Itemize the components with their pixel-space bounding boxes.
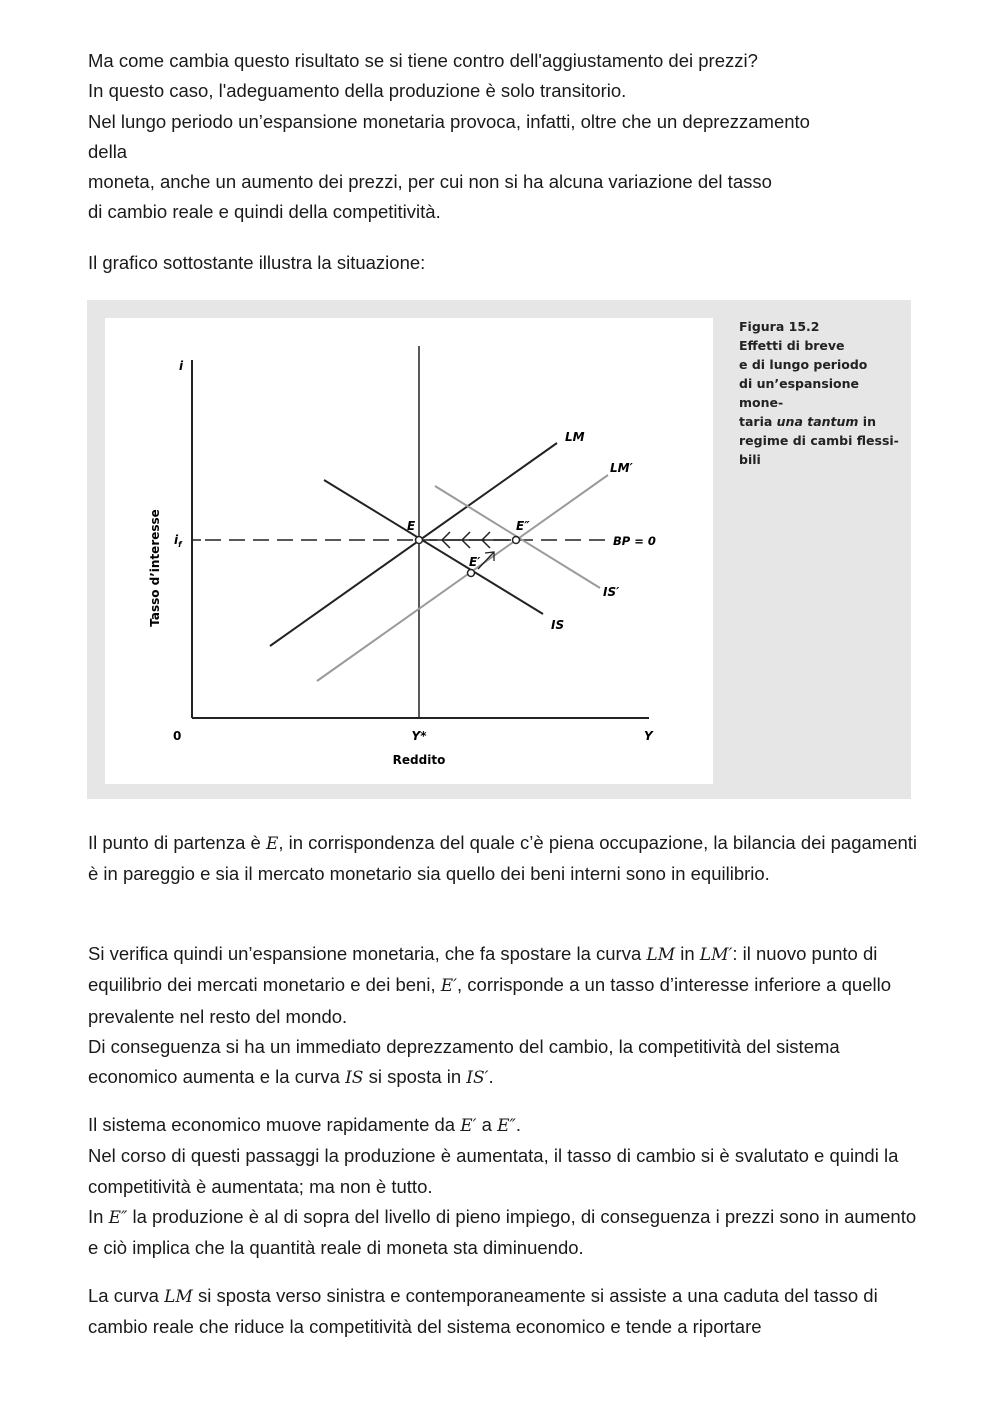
intro-paragraph	[88, 46, 918, 228]
point-e-double-prime	[513, 537, 520, 544]
paragraph-adjustment	[88, 1110, 918, 1263]
figure-caption	[739, 317, 899, 469]
caption-line-1: Figura 15.2	[739, 319, 820, 334]
if-label: $i_f$	[174, 533, 182, 549]
intro-line-5: moneta, anche un aumento dei prezzi, per cui non si ha alcuna variazione del tasso	[88, 171, 772, 193]
caption-line-3: e di lungo periodo	[739, 357, 868, 372]
paragraph-3-text-a: Il sistema economico muove rapidamente da E′ a E″.	[88, 1114, 522, 1136]
lm-label: LM	[565, 430, 585, 444]
paragraph-1-text: Il punto di partenza è E, in corrispondenza del quale c’è piena occupazione, la bilancia dei pagamenti è in pareggio e sia il mercato monetario sia quello dei beni interni sono in equilibrio.	[88, 832, 918, 885]
point-e-prime	[468, 570, 475, 577]
is-prime-label: IS′	[603, 585, 620, 599]
paragraph-starting-point	[88, 828, 918, 890]
intro-line-1: Ma come cambia questo risultato se si tiene contro dell'aggiustamento dei prezzi?	[88, 50, 758, 71]
e-label: E	[407, 519, 416, 533]
paragraph-2-text-a: Si verifica quindi un’espansione monetaria, che fa spostare la curva LM in LM′: il nuovo punto di equilibrio dei mercati monetario e dei beni, E′, corrisponde a un tasso d’interesse inferiore a quello prevalente nel resto del mondo.	[88, 943, 891, 1027]
e-prime-label: E′	[469, 555, 481, 569]
intro-line-6: di cambio reale e quindi della competitività.	[88, 201, 441, 223]
lead-text: Il grafico sottostante illustra la situazione:	[88, 252, 426, 273]
intro-line-3: Nel lungo periodo un’espansione monetaria provoca, infatti, oltre che un deprezzamento	[88, 110, 810, 132]
x-axis-label: Y	[644, 729, 653, 743]
lm-prime-curve	[317, 475, 608, 681]
y-axis-label: i	[179, 359, 184, 373]
paragraph-3-text-b: Nel corso di questi passaggi la produzione è aumentata, il tasso di cambio si è svalutato e quindi la competitività è aumentata; ma non è tutto.	[88, 1145, 899, 1197]
is-label: IS	[551, 618, 565, 632]
point-e	[416, 537, 423, 544]
caption-line-6: regime di cambi flessi-	[739, 433, 899, 448]
x-axis-title: Reddito	[392, 753, 446, 767]
intro-line-2: In questo caso, l'adeguamento della produzione è solo transitorio.	[88, 80, 627, 102]
paragraph-monetary-expansion	[88, 939, 918, 1093]
paragraph-2-text-b: Di conseguenza si ha un immediato deprezzamento del cambio, la competitività del sistema economico aumenta e la curva IS si sposta in IS′.	[88, 1035, 840, 1089]
caption-line-7: bili	[739, 452, 761, 467]
caption-line-5: taria una tantum in	[739, 414, 876, 429]
is-lm-bp-diagram	[105, 318, 713, 784]
adjustment-arrows	[429, 532, 511, 548]
lead-paragraph	[88, 248, 918, 278]
lm-prime-label: LM′	[610, 461, 633, 475]
is-curve	[324, 480, 543, 614]
origin-label: 0	[173, 729, 182, 743]
e-prime-arrow	[478, 552, 494, 569]
intro-line-4: della	[88, 140, 128, 162]
diagram-svg	[105, 318, 713, 784]
e-double-prime-label: E″	[516, 519, 530, 533]
bp-label: BP = 0	[613, 534, 656, 548]
ystar-label: Y*	[411, 729, 427, 743]
caption-line-2: Effetti di breve	[739, 338, 845, 353]
figure-15-2	[87, 300, 911, 799]
caption-line-4: di un’espansione mone-	[739, 376, 860, 410]
y-axis-title: Tasso d’interesse	[148, 509, 162, 627]
paragraph-lm-shift	[88, 1281, 918, 1343]
paragraph-3-text-c: In E″ la produzione è al di sopra del livello di pieno impiego, di conseguenza i prezzi sono in aumento e ciò implica che la quantità reale di moneta sta diminuendo.	[88, 1205, 917, 1259]
paragraph-4-text: La curva LM si sposta verso sinistra e contemporaneamente si assiste a una caduta del tasso di cambio reale che riduce la competitività del sistema economico e tende a riportare	[88, 1285, 878, 1338]
lm-curve	[270, 443, 557, 646]
